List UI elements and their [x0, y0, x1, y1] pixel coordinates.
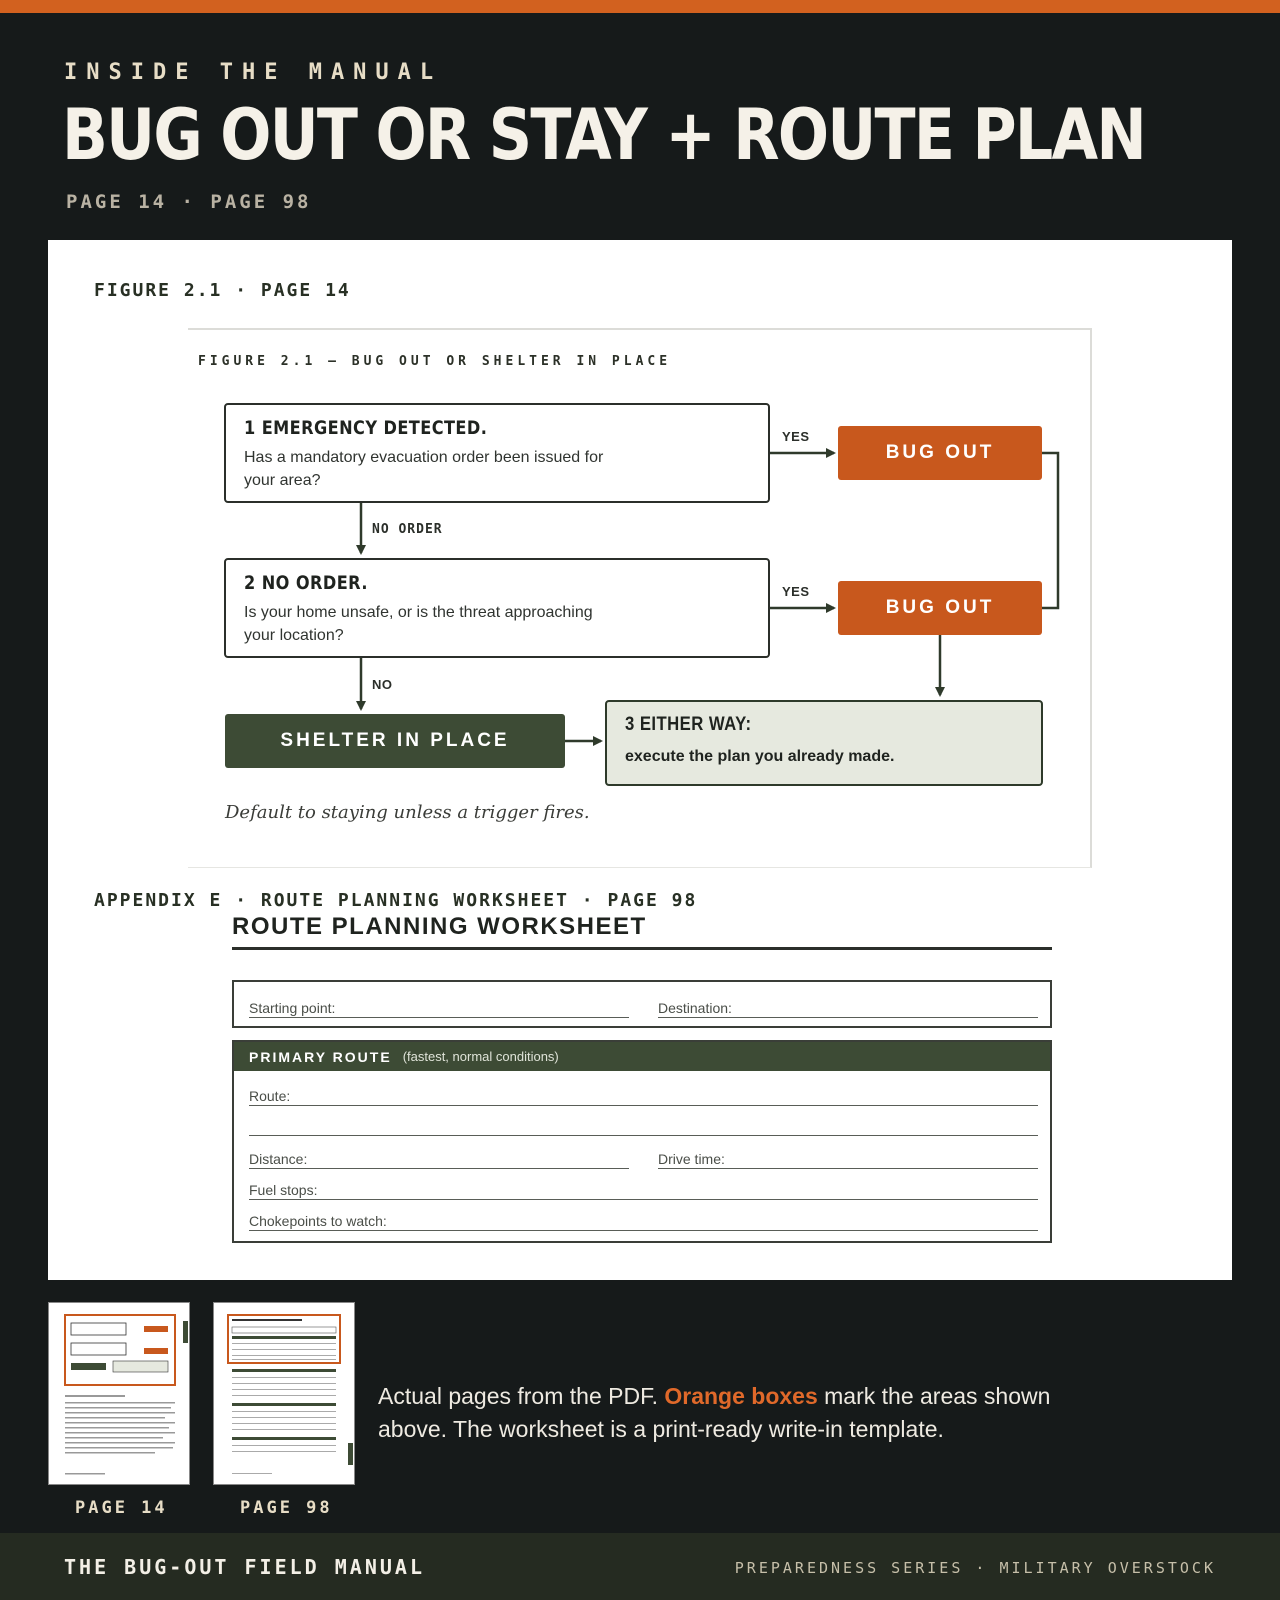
drive-time-field: Drive time:	[658, 1151, 1038, 1169]
no-order-label: NO ORDER	[372, 522, 443, 537]
starting-point-field: Starting point:	[249, 1000, 629, 1018]
page-14-thumbnail-label: PAGE 14	[75, 1498, 168, 1518]
primary-route-note: (fastest, normal conditions)	[402, 1049, 559, 1064]
footer-title: THE BUG-OUT FIELD MANUAL	[64, 1555, 425, 1579]
thumbnail-description	[378, 1380, 1098, 1446]
page-14-preview	[49, 1303, 189, 1484]
no-label: NO	[372, 677, 393, 692]
shelter-in-place-box: SHELTER IN PLACE	[225, 714, 565, 768]
route-line-2	[249, 1135, 1038, 1136]
chokepoints-field: Chokepoints to watch:	[249, 1213, 1038, 1231]
step-3-title: 3 EITHER WAY:	[625, 714, 752, 735]
primary-route-box	[232, 1040, 1052, 1243]
description-lead: Actual pages from the PDF.	[378, 1383, 665, 1409]
endpoints-box	[232, 980, 1052, 1028]
figure-section-label: FIGURE 2.1 · PAGE 14	[94, 280, 351, 301]
page-98-thumbnail[interactable]	[213, 1302, 355, 1485]
accent-bar	[0, 0, 1280, 13]
eyebrow: INSIDE THE MANUAL	[64, 60, 443, 85]
step-2-title: 2 NO ORDER.	[244, 572, 368, 594]
step-1-text: Has a mandatory evacuation order been issued for your area?	[244, 449, 604, 489]
step-3-text: execute the plan you already made.	[625, 748, 895, 765]
destination-field: Destination:	[658, 1000, 1038, 1018]
primary-route-title: PRIMARY ROUTE	[249, 1048, 392, 1065]
page-title: BUG OUT OR STAY + ROUTE PLAN	[62, 94, 1146, 176]
worksheet-title: ROUTE PLANNING WORKSHEET	[232, 913, 1052, 950]
figure-footnote: Default to staying unless a trigger fires.	[225, 802, 590, 823]
page-14-thumbnail[interactable]	[48, 1302, 190, 1485]
step-1-box	[224, 403, 770, 503]
page-references: PAGE 14 · PAGE 98	[66, 191, 312, 213]
step-1-title: 1 EMERGENCY DETECTED.	[244, 417, 488, 439]
bug-out-box-2: BUG OUT	[838, 581, 1042, 635]
yes-label-2: YES	[782, 584, 810, 599]
bug-out-box-1: BUG OUT	[838, 426, 1042, 480]
distance-field: Distance:	[249, 1151, 629, 1169]
yes-label-1: YES	[782, 429, 810, 444]
page-98-preview	[214, 1303, 354, 1484]
fuel-stops-field: Fuel stops:	[249, 1182, 1038, 1200]
description-highlight: Orange boxes	[664, 1383, 818, 1409]
step-3-box	[605, 700, 1043, 786]
footer-series: PREPAREDNESS SERIES · MILITARY OVERSTOCK	[734, 1559, 1216, 1577]
step-2-box	[224, 558, 770, 658]
description-rest: mark the areas shown above. The worksheet is a print-ready write-in template.	[378, 1383, 1051, 1442]
primary-route-header	[234, 1042, 1050, 1071]
worksheet-section-label: APPENDIX E · ROUTE PLANNING WORKSHEET · PAGE 98	[94, 890, 698, 911]
preview-panel	[48, 240, 1232, 1280]
route-field: Route:	[249, 1088, 1038, 1106]
footer	[0, 1533, 1280, 1600]
page-98-thumbnail-label: PAGE 98	[240, 1498, 333, 1518]
step-2-text: Is your home unsafe, or is the threat approaching your location?	[244, 604, 593, 644]
figure-caption: FIGURE 2.1 — BUG OUT OR SHELTER IN PLACE	[198, 354, 672, 369]
